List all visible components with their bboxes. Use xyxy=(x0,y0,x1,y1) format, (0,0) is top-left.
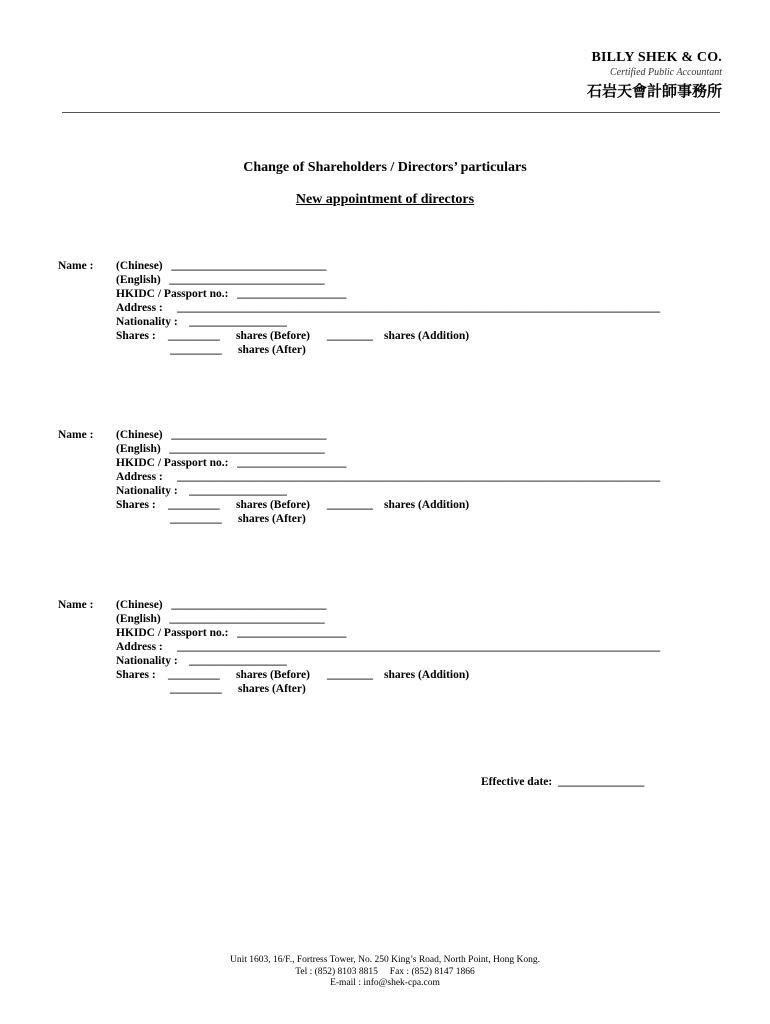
shares-addition-label: shares (Addition) xyxy=(384,330,470,342)
shares-addition-blank[interactable]: ________ xyxy=(327,330,373,342)
footer-address: Unit 1603, 16/F., Fortress Tower, No. 250 King’s Road, North Point, Hong Kong. xyxy=(230,955,540,965)
name-label: Name : xyxy=(58,599,94,611)
shares-after-label: shares (After) xyxy=(238,683,306,695)
shares-before-label: shares (Before) xyxy=(236,669,310,681)
document-title: Change of Shareholders / Directors’ particulars xyxy=(243,160,527,175)
shares-before-blank[interactable]: _________ xyxy=(168,330,220,342)
shares-addition-label: shares (Addition) xyxy=(384,669,470,681)
shares-addition-label: shares (Addition) xyxy=(384,499,470,511)
shares-addition-blank[interactable]: ________ xyxy=(327,499,373,511)
shares-label: Shares : xyxy=(116,499,156,511)
header-divider xyxy=(62,112,720,113)
document-subtitle xyxy=(0,192,770,208)
shares-before-label: shares (Before) xyxy=(236,499,310,511)
address-field[interactable]: Address : ____________________________________________________________________________________ xyxy=(116,641,661,653)
nationality-field[interactable]: Nationality : _________________ xyxy=(116,316,287,328)
shares-after-blank[interactable]: _________ xyxy=(170,344,222,356)
shares-after-blank[interactable]: _________ xyxy=(170,683,222,695)
name-label: Name : xyxy=(58,260,94,272)
address-field[interactable]: Address : ____________________________________________________________________________________ xyxy=(116,471,661,483)
shares-label: Shares : xyxy=(116,669,156,681)
firm-chinese-name: 石岩天會計師事務所 xyxy=(586,82,722,100)
shares-after-label: shares (After) xyxy=(238,513,306,525)
english-name-field[interactable]: (English) ___________________________ xyxy=(116,443,325,455)
director-form-block-1 xyxy=(0,259,770,369)
chinese-name-field[interactable]: (Chinese) ___________________________ xyxy=(116,599,327,611)
director-form-block-3 xyxy=(0,598,770,708)
footer-phone: Tel : (852) 8103 8815 Fax : (852) 8147 1866 xyxy=(295,967,475,977)
document-subtitle-text: New appointment of directors xyxy=(295,192,475,207)
firm-subtitle: Certified Public Accountant xyxy=(609,67,722,78)
shares-addition-blank[interactable]: ________ xyxy=(327,669,373,681)
shares-after-blank[interactable]: _________ xyxy=(170,513,222,525)
chinese-name-field[interactable]: (Chinese) ___________________________ xyxy=(116,260,327,272)
chinese-name-field[interactable]: (Chinese) ___________________________ xyxy=(116,429,327,441)
english-name-field[interactable]: (English) ___________________________ xyxy=(116,613,325,625)
shares-label: Shares : xyxy=(116,330,156,342)
shares-before-blank[interactable]: _________ xyxy=(168,669,220,681)
shares-before-blank[interactable]: _________ xyxy=(168,499,220,511)
address-field[interactable]: Address : ____________________________________________________________________________________ xyxy=(116,302,661,314)
shares-after-label: shares (After) xyxy=(238,344,306,356)
director-form-block-2 xyxy=(0,428,770,538)
passport-field[interactable]: HKIDC / Passport no.: ___________________ xyxy=(116,457,347,469)
passport-field[interactable]: HKIDC / Passport no.: ___________________ xyxy=(116,288,347,300)
shares-before-label: shares (Before) xyxy=(236,330,310,342)
nationality-field[interactable]: Nationality : _________________ xyxy=(116,655,287,667)
effective-date-field[interactable]: Effective date: _______________ xyxy=(481,776,645,788)
name-label: Name : xyxy=(58,429,94,441)
english-name-field[interactable]: (English) ___________________________ xyxy=(116,274,325,286)
footer-email: E-mail : info@shek-cpa.com xyxy=(330,978,440,988)
firm-name: BILLY SHEK & CO. xyxy=(591,50,722,65)
passport-field[interactable]: HKIDC / Passport no.: ___________________ xyxy=(116,627,347,639)
nationality-field[interactable]: Nationality : _________________ xyxy=(116,485,287,497)
